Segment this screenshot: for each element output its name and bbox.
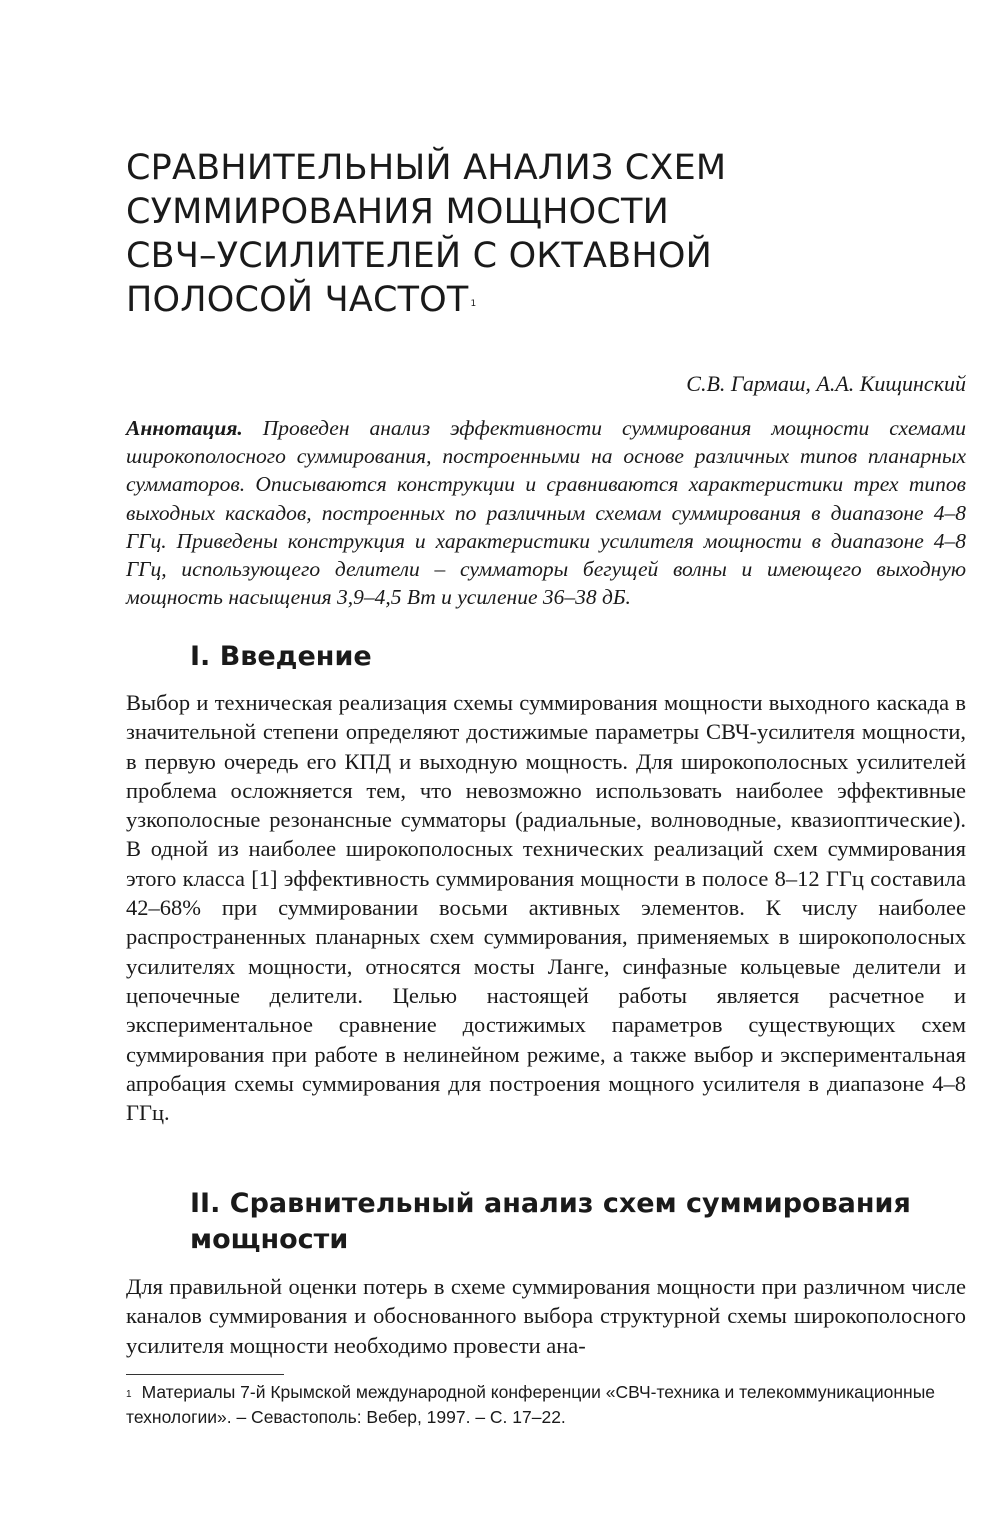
title-footnote-ref: 1 [470,299,477,309]
footnote-mark: 1 [126,1389,132,1400]
paper-title-text: СРАВНИТЕЛЬНЫЙ АНАЛИЗ СХЕМ СУММИРОВАНИЯ МОЩНОСТИ СВЧ–УСИЛИТЕЛЕЙ С ОКТАВНОЙ ПОЛОСОЙ ЧАСТОТ [126,148,727,320]
abstract-label: Аннотация. [126,416,243,440]
section-heading-comparative-analysis: II. Сравнительный анализ схем суммирования мощности [190,1188,911,1255]
footnote-divider [126,1374,284,1375]
section-heading-introduction: I. Введение [190,641,372,672]
abstract [126,414,966,611]
paper-title [126,146,766,322]
footnote [126,1380,966,1430]
section-paragraph-comparative-analysis: Для правильной оценки потерь в схеме суммирования мощности при различном числе каналов суммирования и обоснованного выбора структурной схемы широкополосного усилителя мощности необходимо провести ана- [126,1274,966,1358]
section-paragraph-introduction: Выбор и техническая реализация схемы суммирования мощности выходного каскада в значительной степени определяют достижимые параметры СВЧ-усилителя мощности, в первую очередь его КПД и выходную мощность. Для широкополосных усилителей проблема осложняется тем, что невозможно использовать наиболее эффективные узкополосные резонансные сумматоры (радиальные, волноводные, квазиоптические). В одной из наиболее широкополосных технических реализаций схем суммирования этого класса [1] эффективность суммирования мощности в полосе 8–12 ГГц составила 42–68% при суммировании восьми активных элементов. К числу наиболее распространенных планарных схем суммирования, применяемых в широкополосных усилителях мощности, относятся мосты Ланге, синфазные кольцевые делители и цепочечные делители. Целью настоящей работы является расчетное и экспериментальное сравнение достижимых параметров существующих схем суммирования при работе в нелинейном режиме, а также выбор и экспериментальная апробация схемы суммирования для построения мощного усилителя в диапазоне 4–8 ГГц. [126,690,966,1126]
abstract-text: Проведен анализ эффективности суммирования мощности схемами широкополосного суммирования, построенными на основе различных типов планарных сумматоров. Описываются конструкции и сравниваются характеристики трех типов выходных каскадов, построенных по различным схемам суммирования в диапазоне 4–8 ГГц. Приведены конструкция и характеристики усилителя мощности в диапазоне 4–8 ГГц, использующего делители – сумматоры бегущей волны и имеющего выходную мощность насыщения 3,9–4,5 Вт и усиление 36–38 дБ. [126,416,966,610]
authors: С.В. Гармаш, А.А. Кищинский [686,371,966,396]
footnote-text: Материалы 7-й Крымской международной конференции «СВЧ-техника и телекоммуникационные технологии». – Севастополь: Вебер, 1997. – С. 17–22. [126,1382,936,1427]
